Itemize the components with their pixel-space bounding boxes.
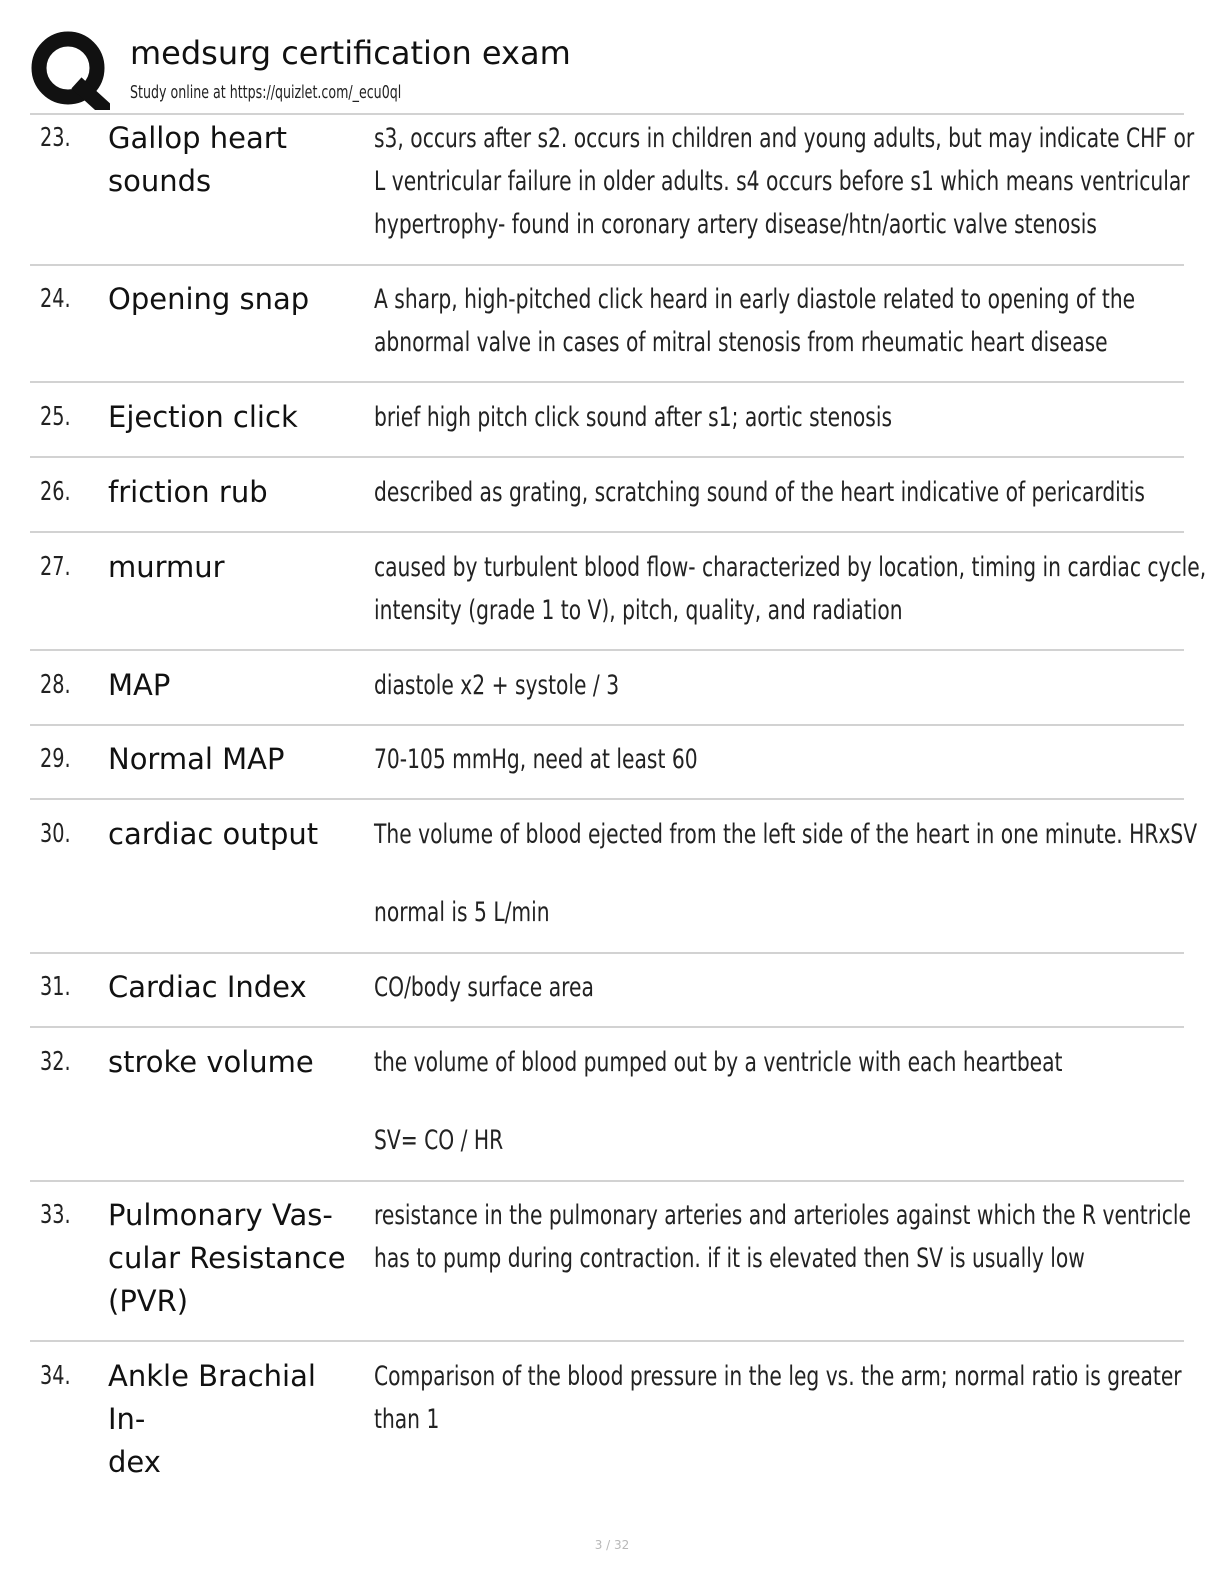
item-definition: described as grating, scratching sound of the heart indicative of pericarditis: [374, 477, 1145, 508]
item-definition: brief high pitch click sound after s1; aortic stenosis: [374, 402, 893, 433]
divider: [30, 264, 1184, 266]
item-term: Ankle Brachial In- dex: [108, 1359, 316, 1479]
item-number: 26.: [40, 477, 71, 507]
item-term: Normal MAP: [108, 742, 285, 776]
item-number: 31.: [40, 972, 71, 1002]
divider: [30, 1026, 1184, 1028]
item-number: 30.: [40, 819, 71, 849]
item-number: 27.: [40, 552, 71, 582]
item-term: Cardiac Index: [108, 970, 307, 1004]
item-definition: diastole x2 + systole / 3: [374, 670, 620, 701]
item-number: 29.: [40, 744, 71, 774]
divider: [30, 381, 1184, 383]
item-term: stroke volume: [108, 1045, 314, 1079]
item-definition: resistance in the pulmonary arteries and arterioles against which the R ventricle has to pump during contraction. if it is elevated then SV is usually low: [374, 1200, 1191, 1274]
divider: [30, 1340, 1184, 1342]
item-number: 28.: [40, 670, 71, 700]
divider: [30, 649, 1184, 651]
item-term: Opening snap: [108, 282, 310, 316]
item-term: MAP: [108, 668, 171, 702]
item-term: friction rub: [108, 475, 268, 509]
item-definition: the volume of blood pumped out by a ventricle with each heartbeat SV= CO / HR: [374, 1047, 1063, 1156]
page-title: medsurg certification exam: [130, 34, 571, 72]
item-definition: A sharp, high-pitched click heard in early diastole related to opening of the abnormal valve in cases of mitral stenosis from rheumatic heart disease: [374, 284, 1136, 358]
divider: [30, 456, 1184, 458]
divider: [30, 798, 1184, 800]
item-number: 32.: [40, 1047, 71, 1077]
divider: [30, 952, 1184, 954]
quizlet-logo-icon: [30, 30, 110, 110]
item-definition: The volume of blood ejected from the left side of the heart in one minute. HRxSV normal is 5 L/min: [374, 819, 1198, 928]
item-definition: s3, occurs after s2. occurs in children and young adults, but may indicate CHF or L ventricular failure in older adults. s4 occurs before s1 which means ventricular hypertrophy- found in coronary artery disease/htn/aortic valve stenosis: [374, 123, 1195, 240]
page-number: 3 / 32: [594, 1538, 630, 1552]
item-number: 25.: [40, 402, 71, 432]
study-online-link[interactable]: Study online at https://quizlet.com/_ecu0ql: [130, 82, 402, 103]
item-number: 33.: [40, 1200, 71, 1230]
item-term: cardiac output: [108, 817, 319, 851]
page-header: [30, 30, 1190, 112]
divider: [30, 724, 1184, 726]
item-term: Ejection click: [108, 400, 298, 434]
item-definition: caused by turbulent blood flow- characterized by location, timing in cardiac cycle, intensity (grade 1 to V), pitch, quality, and radiation: [374, 552, 1207, 626]
item-term: Gallop heart sounds: [108, 121, 288, 198]
divider: [30, 1180, 1184, 1182]
item-number: 34.: [40, 1361, 71, 1391]
item-definition: CO/body surface area: [374, 972, 594, 1003]
item-number: 23.: [40, 123, 71, 153]
divider: [30, 531, 1184, 533]
item-term: murmur: [108, 550, 225, 584]
item-term: Pulmonary Vas- cular Resistance (PVR): [108, 1198, 346, 1318]
item-number: 24.: [40, 284, 71, 314]
item-definition: 70-105 mmHg, need at least 60: [374, 744, 698, 775]
divider: [30, 113, 1184, 115]
item-definition: Comparison of the blood pressure in the leg vs. the arm; normal ratio is greater than 1: [374, 1361, 1182, 1435]
